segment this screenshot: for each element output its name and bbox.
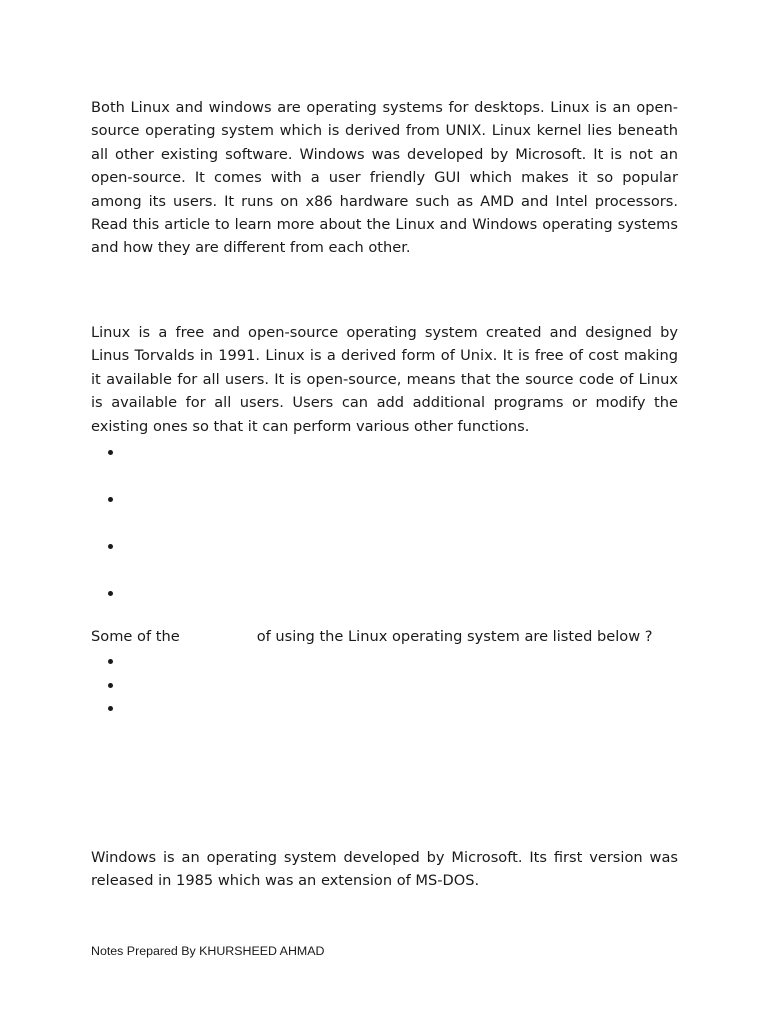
advantages-sentence: [91, 625, 653, 648]
advantages-suffix: of using the Linux operating system are listed below ?: [256, 628, 653, 645]
list-item: [108, 538, 113, 552]
advantages-prefix: Some of the: [91, 628, 180, 645]
list-item: [108, 677, 113, 691]
list-item: [108, 700, 113, 714]
windows-paragraph: Windows is an operating system developed by Microsoft. Its first version was released in 1985 which was an extension of MS-DOS.: [91, 849, 678, 890]
footer-note: Notes Prepared By KHURSHEED AHMAD: [91, 944, 325, 958]
list-item: [108, 653, 113, 667]
list-item: [108, 585, 113, 599]
list-item: [108, 444, 113, 458]
intro-paragraph: Both Linux and windows are operating systems for desktops. Linux is an open-source operating system which is derived from UNIX. Linux kernel lies beneath all other existing software. Windows was developed by Microsoft. It is not an open-source. It comes with a user friendly GUI which makes it so popular among its users. It runs on x86 hardware such as AMD and Intel processors. Read this article to learn more about the Linux and Windows operating systems and how they are different from each other.: [91, 99, 678, 257]
list-item: [108, 491, 113, 505]
linux-paragraph: Linux is a free and open-source operating system created and designed by Linus Torvalds in 1991. Linux is a derived form of Unix. It is free of cost making it available for all users. It is open-source, means that the source code of Linux is available for all users. Users can add additional programs or modify the existing ones so that it can perform various other functions.: [91, 324, 678, 435]
